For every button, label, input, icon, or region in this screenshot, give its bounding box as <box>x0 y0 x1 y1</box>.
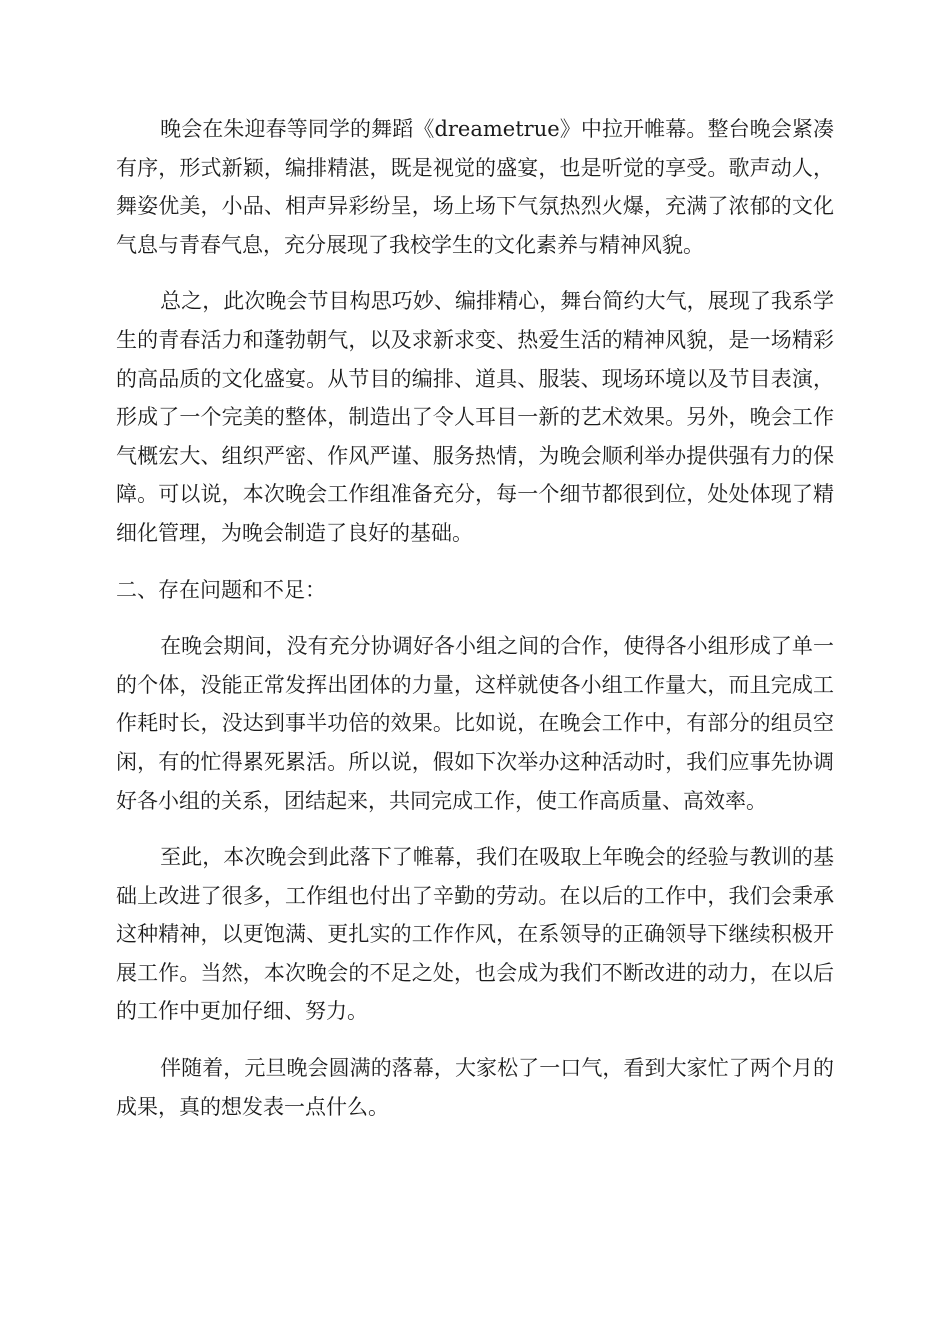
paragraph-problems: 在晚会期间，没有充分协调好各小组之间的合作，使得各小组形成了单一的个体，没能正常发挥出团体的力量，这样就使各小组工作量大，而且完成工作耗时长，没达到事半功倍的效果。比如说，在晚会工作中，有部分的组员空闲，有的忙得累死累活。所以说，假如下次举办这种活动时，我们应事先协调好各小组的关系，团结起来，共同完成工作，使工作高质量、高效率。 <box>116 634 834 813</box>
document-body <box>116 110 834 1144</box>
paragraph-closing: 伴随着，元旦晚会圆满的落幕，大家松了一口气，看到大家忙了两个月的成果，真的想发表一点什么。 <box>116 1056 834 1119</box>
section-heading: 二、存在问题和不足： <box>116 577 326 602</box>
paragraph-summary: 总之，此次晚会节目构思巧妙、编排精心，舞台简约大气，展现了我系学生的青春活力和蓬勃朝气，以及求新求变、热爱生活的精神风貌，是一场精彩的高品质的文化盛宴。从节目的编排、道具、服装、现场环境以及节目表演，形成了一个完美的整体，制造出了令人耳目一新的艺术效果。另外，晚会工作气概宏大、组织严密、作风严谨、服务热情，为晚会顺利举办提供强有力的保障。可以说，本次晚会工作组准备充分，每一个细节都很到位，处处体现了精细化管理，为晚会制造了良好的基础。 <box>116 289 834 545</box>
paragraph-conclusion: 至此，本次晚会到此落下了帷幕，我们在吸取上年晚会的经验与教训的基础上改进了很多，工作组也付出了辛勤的劳动。在以后的工作中，我们会秉承这种精神，以更饱满、更扎实的工作作风，在系领导的正确领导下继续积极开展工作。当然，本次晚会的不足之处，也会成为我们不断改进的动力，在以后的工作中更加仔细、努力。 <box>116 845 834 1024</box>
paragraph-opening: 晚会在朱迎春等同学的舞蹈《dreametrue》中拉开帷幕。整台晚会紧凑有序，形式新颖，编排精湛，既是视觉的盛宴，也是听觉的享受。歌声动人，舞姿优美，小品、相声异彩纷呈，场上场下气氛热烈火爆，充满了浓郁的文化气息与青春气息，充分展现了我校学生的文化素养与精神风貌。 <box>116 117 834 257</box>
